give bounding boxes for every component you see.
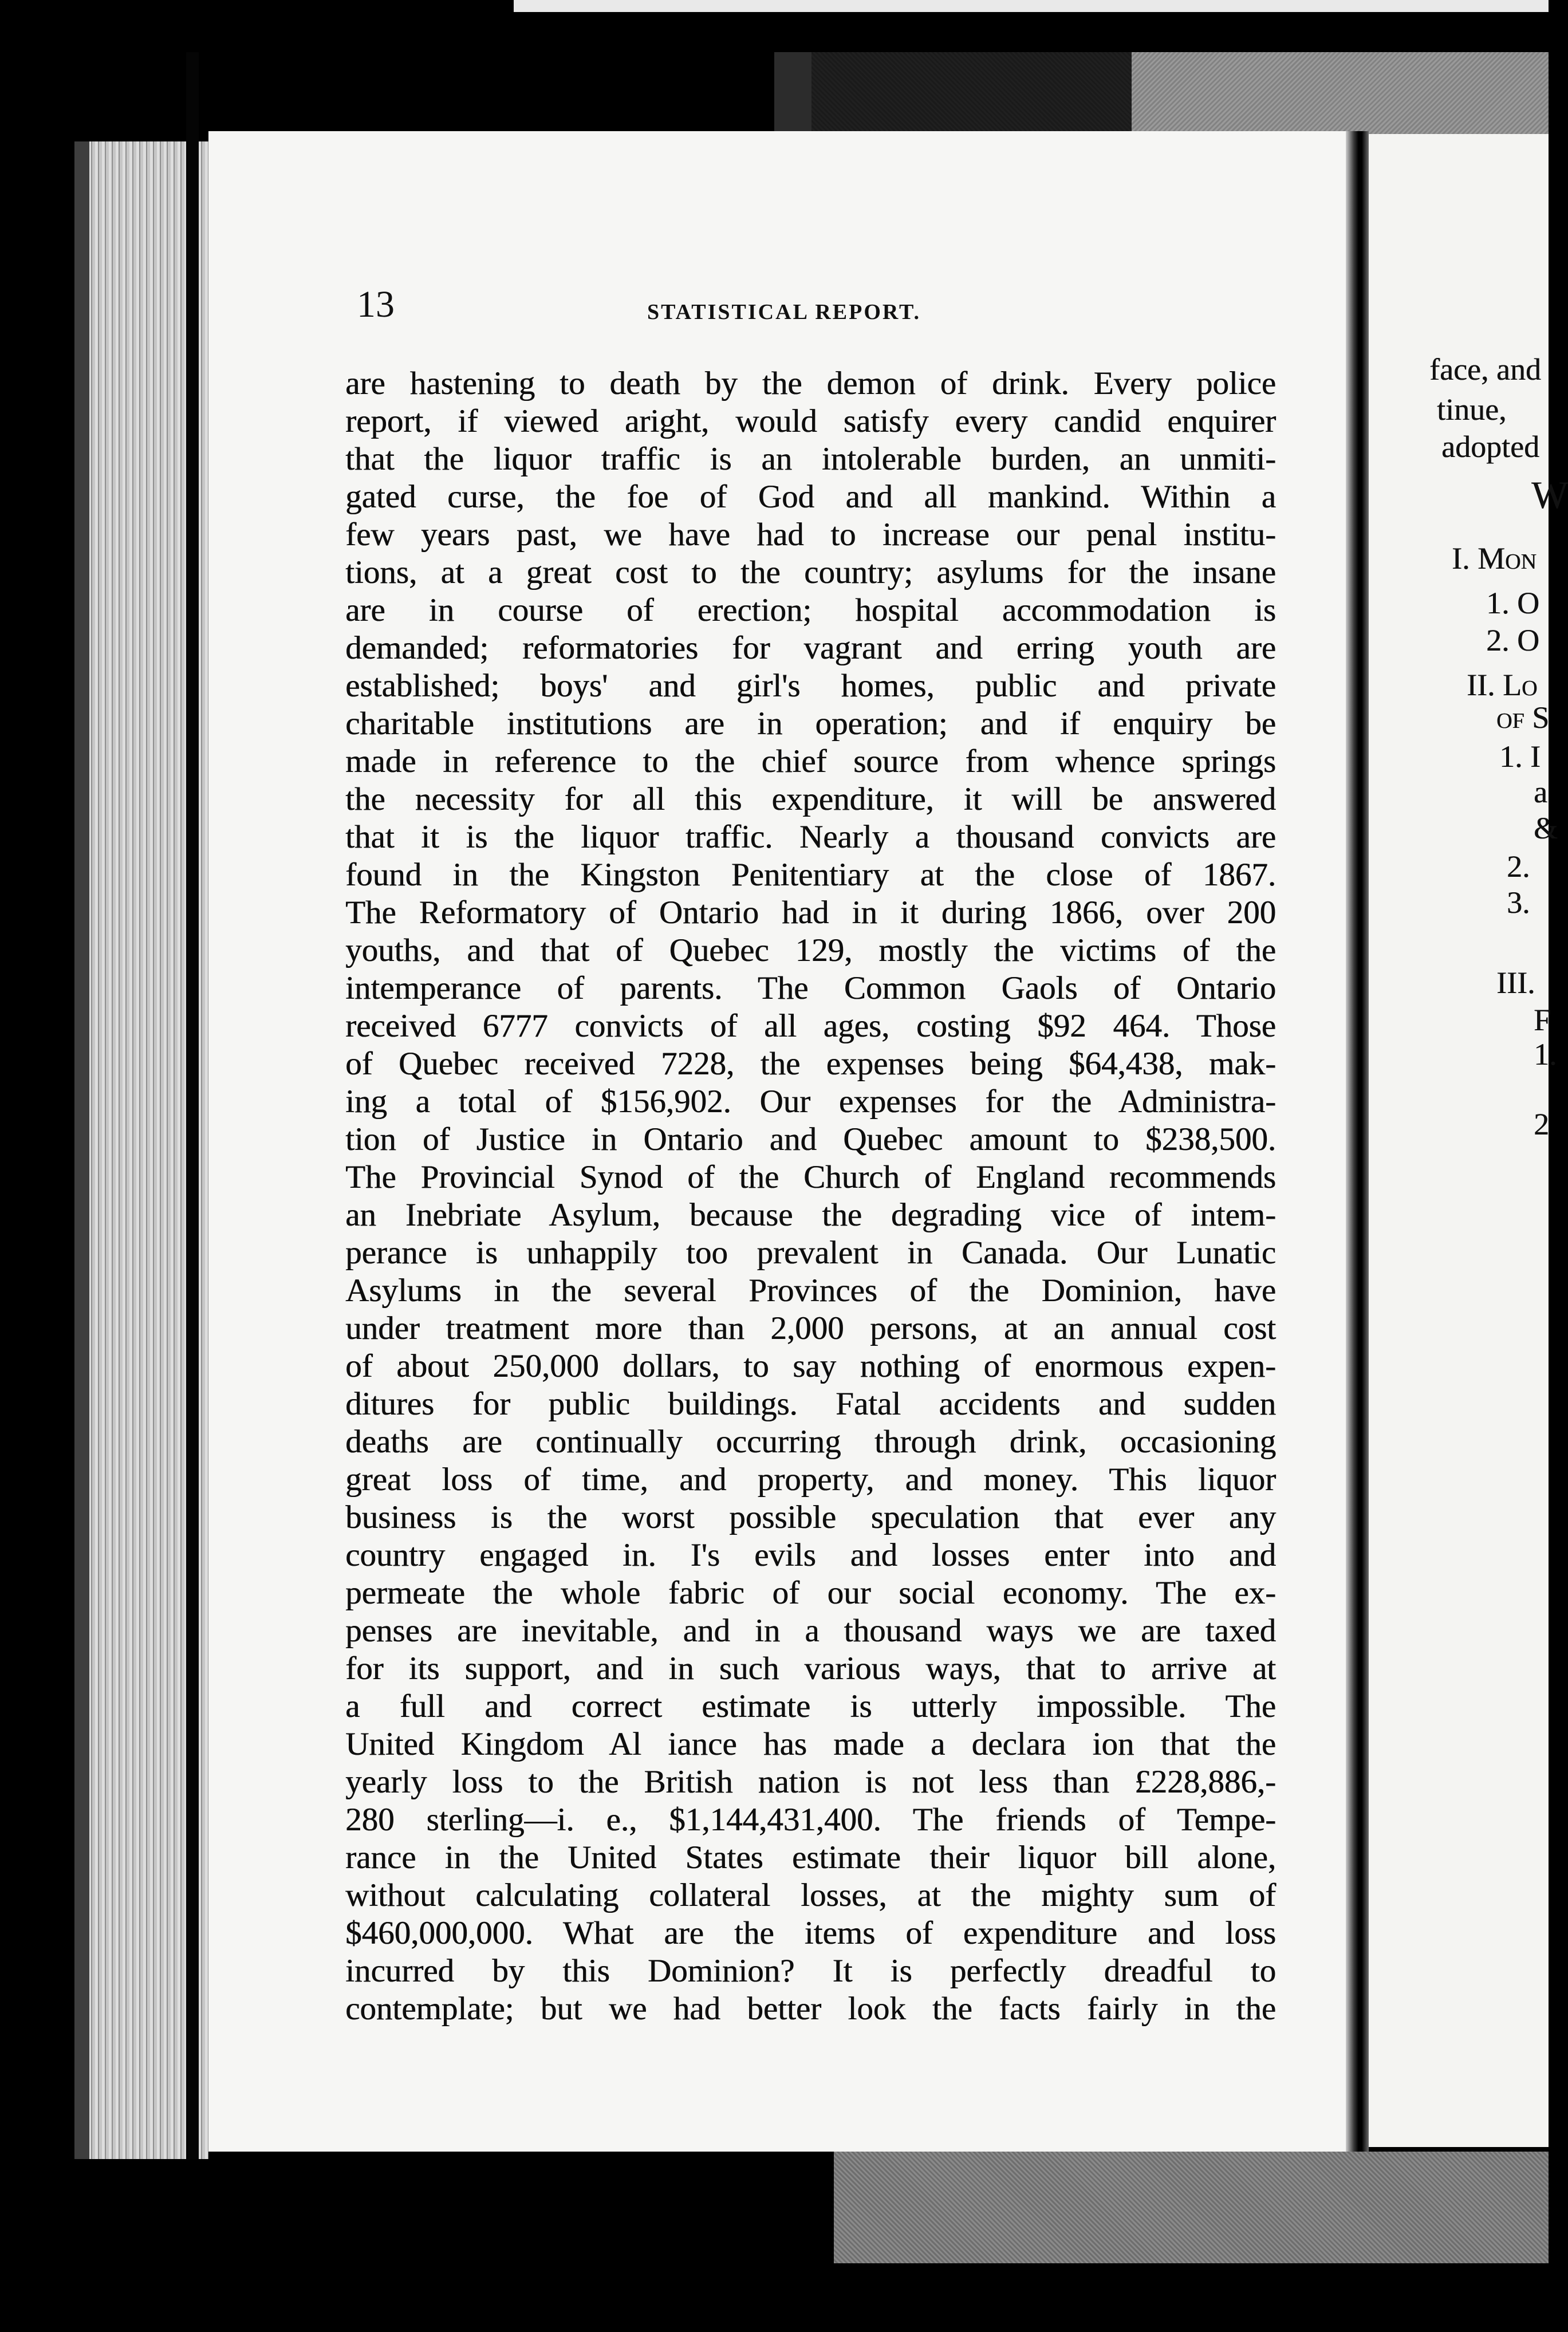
text-line: made in reference to the chief source from whence springs <box>345 743 1276 779</box>
text-line: business is the worst possible speculation that ever any <box>345 1499 1276 1535</box>
facing-page-fragment: a <box>1534 775 1547 809</box>
text-line: youths, and that of Quebec 129, mostly the victims of the <box>345 932 1276 968</box>
text-line: contemplate; but we had better look the facts fairly in the <box>345 1991 1276 2027</box>
facing-page-fragment: of S <box>1496 700 1550 735</box>
text-line: penses are inevitable, and in a thousand ways we are taxed <box>345 1613 1276 1649</box>
text-line: charitable institutions are in operation; and if enquiry be <box>345 706 1276 742</box>
book-binding-line <box>186 52 199 2160</box>
scan-top-texture-light <box>1132 52 1549 134</box>
text-line: few years past, we have had to increase our penal institu- <box>345 517 1276 553</box>
text-line: United Kingdom Al iance has made a declara ion that the <box>345 1726 1276 1762</box>
text-line: perance is unhappily too prevalent in Canada. Our Lunatic <box>345 1235 1276 1271</box>
facing-page-fragment: II. Lo <box>1467 668 1538 702</box>
facing-page-fragment: & <box>1534 811 1558 845</box>
text-line: $460,000,000. What are the items of expenditure and loss <box>345 1915 1276 1951</box>
text-line: a full and correct estimate is utterly impossible. The <box>345 1688 1276 1724</box>
text-line: Asylums in the several Provinces of the Dominion, have <box>345 1273 1276 1309</box>
text-line: gated curse, the foe of God and all mankind. Within a <box>345 479 1276 515</box>
scan-bottom-texture <box>834 2152 1549 2263</box>
text-line: demanded; reformatories for vagrant and erring youth are <box>345 630 1276 666</box>
text-line: report, if viewed aright, would satisfy every candid enquirer <box>345 403 1276 439</box>
facing-page-fragment: I. Mon <box>1452 541 1537 576</box>
facing-page <box>1369 134 1568 2147</box>
facing-page-fragment: 1. I <box>1499 739 1541 774</box>
facing-page-fragment: 3. <box>1507 885 1530 920</box>
text-line: are in course of erection; hospital accommodation is <box>345 592 1276 628</box>
facing-page-fragment: 1. O <box>1486 586 1539 620</box>
book-edge-shadow <box>74 141 89 2159</box>
page-number: 13 <box>357 283 395 325</box>
text-line: of about 250,000 dollars, to say nothing of enormous expen- <box>345 1348 1276 1384</box>
text-line: intemperance of parents. The Common Gaols of Ontario <box>345 970 1276 1006</box>
facing-page-fragment: adopted <box>1441 430 1539 464</box>
facing-page-fragment: III. <box>1496 966 1535 1000</box>
scan-top-strip <box>514 0 1549 12</box>
text-line: an Inebriate Asylum, because the degrading vice of intem- <box>345 1197 1276 1233</box>
facing-page-fragment: face, and <box>1429 352 1541 387</box>
text-line: received 6777 convicts of all ages, costing $92 464. Those <box>345 1008 1276 1044</box>
text-line: without calculating collateral losses, at the mighty sum of <box>345 1877 1276 1913</box>
body-text <box>345 365 1276 2028</box>
text-line: for its support, and in such various ways, that to arrive at <box>345 1650 1276 1687</box>
text-line: country engaged in. I's evils and losses enter into and <box>345 1537 1276 1573</box>
facing-page-fragment: 2. O <box>1486 623 1539 657</box>
facing-page-fragment: 1. <box>1534 1037 1557 1072</box>
facing-page-fragment: tinue, <box>1437 392 1507 427</box>
text-line: permeate the whole fabric of our social economy. The ex- <box>345 1575 1276 1611</box>
facing-page-fragment: F <box>1534 1003 1551 1037</box>
text-line: tion of Justice in Ontario and Quebec amount to $238,500. <box>345 1121 1276 1157</box>
running-title: STATISTICAL REPORT. <box>647 300 921 324</box>
text-line: ing a total of $156,902. Our expenses for the Administra- <box>345 1084 1276 1120</box>
text-line: The Reformatory of Ontario had in it during 1866, over 200 <box>345 895 1276 931</box>
text-line: found in the Kingston Penitentiary at the close of 1867. <box>345 857 1276 893</box>
text-line: that the liquor traffic is an intolerable burden, an unmiti- <box>345 441 1276 477</box>
text-line: tions, at a great cost to the country; asylums for the insane <box>345 554 1276 590</box>
facing-page-heading-fragment: W <box>1531 473 1568 517</box>
text-line: deaths are continually occurring through drink, occasioning <box>345 1424 1276 1460</box>
text-line: established; boys' and girl's homes, public and private <box>345 668 1276 704</box>
text-line: that it is the liquor traffic. Nearly a thousand convicts are <box>345 819 1276 855</box>
text-line: under treatment more than 2,000 persons, at an annual cost <box>345 1310 1276 1346</box>
text-line: yearly loss to the British nation is not less than £228,886,- <box>345 1764 1276 1800</box>
text-line: The Provincial Synod of the Church of England recommends <box>345 1159 1276 1195</box>
text-line: are hastening to death by the demon of drink. Every police <box>345 365 1276 401</box>
text-line: of Quebec received 7228, the expenses being $64,438, mak- <box>345 1046 1276 1082</box>
text-line: rance in the United States estimate their liquor bill alone, <box>345 1839 1276 1876</box>
text-line: 280 sterling—i. e., $1,144,431,400. The friends of Tempe- <box>345 1802 1276 1838</box>
text-line: ditures for public buildings. Fatal accidents and sudden <box>345 1386 1276 1422</box>
scan-top-texture-dark <box>774 52 811 134</box>
facing-page-fragment: 2. <box>1507 849 1530 884</box>
text-line: the necessity for all this expenditure, it will be answered <box>345 781 1276 817</box>
scan-top-texture <box>811 52 1132 134</box>
text-line: great loss of time, and property, and money. This liquor <box>345 1462 1276 1498</box>
book-gutter <box>1346 131 1369 2152</box>
facing-page-fragment: 2 <box>1534 1107 1549 1141</box>
text-line: incurred by this Dominion? It is perfectly dreadful to <box>345 1953 1276 1989</box>
